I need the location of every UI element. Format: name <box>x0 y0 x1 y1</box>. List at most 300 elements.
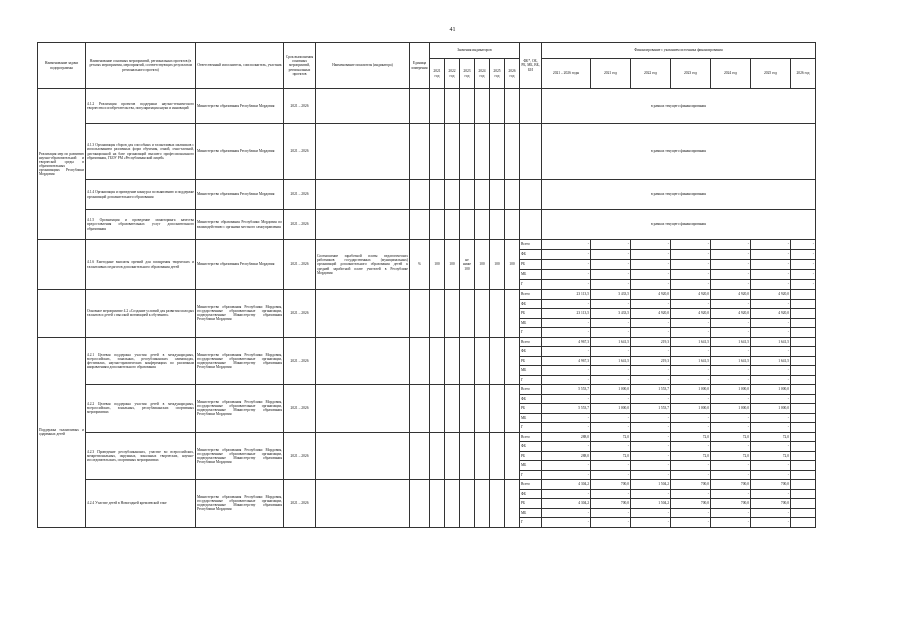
fin-value <box>791 499 816 509</box>
responsible-cell: Министерство образования Республики Мордовия, государственные образовательные организации, подведомственные Министерству образования Республики Мордовия <box>196 432 284 480</box>
fin-value: - <box>591 318 631 328</box>
fin-value: 1 000,0 <box>671 385 711 395</box>
indicator-cell: Соотношение заработной платы педагогических работников государственных (муниципальных) организаций дополнительного образования детей к средней заработной плате учителей в Республике Мордовия <box>316 240 410 290</box>
fin-value: - <box>542 328 591 338</box>
header-year: 2025 год <box>490 59 505 89</box>
fin-value: 1 000,0 <box>711 404 751 414</box>
fin-value: - <box>791 240 816 250</box>
fin-value: - <box>591 461 631 471</box>
fin-value: 4 920,0 <box>751 309 791 319</box>
task-empty-cell <box>38 290 86 338</box>
header-financing: Финансирование с указанием источника финансирования <box>542 43 816 59</box>
fin-value: - <box>751 375 791 385</box>
table-row <box>38 480 816 490</box>
fin-value <box>791 290 816 300</box>
fin-value: 1 000,0 <box>591 385 631 395</box>
responsible-cell: Министерство образования Республики Мордовия, государственные образовательные организации, подведомственные Министерству образования Республики Мордовия <box>196 290 284 338</box>
responsible-cell: Министерство образования Республики Мордовия <box>196 89 284 124</box>
fin-value: - <box>631 508 671 518</box>
target-value: 100 <box>490 240 505 290</box>
target-value: 100 <box>505 240 520 290</box>
fin-value: - <box>711 366 751 376</box>
fin-value: - <box>631 442 671 452</box>
header-year: 2024 год <box>475 59 490 89</box>
fin-value: - <box>542 394 591 404</box>
fin-value: - <box>751 423 791 433</box>
fin-value: - <box>711 318 751 328</box>
fin-value: 700,0 <box>591 480 631 490</box>
header-year: 2026 год <box>505 59 520 89</box>
fin-value <box>791 404 816 414</box>
fin-value <box>791 470 816 480</box>
fin-value: - <box>671 260 711 270</box>
header-fin-year: 2021 – 2026 годы <box>542 59 591 89</box>
fin-value <box>791 480 816 490</box>
fin-value: - <box>542 470 591 480</box>
budget-code: Г <box>520 423 542 433</box>
fin-value: - <box>711 299 751 309</box>
fin-value: - <box>591 347 631 357</box>
header-year: 2021 год <box>430 59 445 89</box>
fin-value <box>791 518 816 528</box>
budget-code: РБ <box>520 260 542 270</box>
fin-value: - <box>751 260 791 270</box>
responsible-cell: Министерство образования Республики Мордовия, государственные образовательные организации, подведомственные Министерству образования Республики Мордовия <box>196 337 284 385</box>
fin-value: 700,0 <box>751 480 791 490</box>
fin-value: - <box>671 442 711 452</box>
period-cell: 2021 – 2026 <box>284 89 316 124</box>
fin-value: - <box>591 375 631 385</box>
budget-code: Всего <box>520 385 542 395</box>
period-cell: 2021 – 2026 <box>284 240 316 290</box>
table-row <box>38 210 816 240</box>
fin-value: 72,0 <box>591 451 631 461</box>
fin-value: - <box>591 413 631 423</box>
fin-value: 1 641,5 <box>751 337 791 347</box>
budget-code: РБ <box>520 356 542 366</box>
header-budget-codes: ФБ*, ОБ, РБ, МБ, ВБ, БИ <box>520 43 542 89</box>
fin-value <box>791 318 816 328</box>
fin-value: - <box>542 423 591 433</box>
header-tasks: Наименование задачи подпрограммы <box>38 43 86 89</box>
budget-code: МБ <box>520 508 542 518</box>
budget-code: ФБ <box>520 394 542 404</box>
fin-value: - <box>591 442 631 452</box>
fin-value: 4 967,3 <box>542 356 591 366</box>
task-empty-cell <box>38 240 86 290</box>
budget-code: ФБ <box>520 489 542 499</box>
responsible-cell: Министерство образования Республики Мордовия <box>196 180 284 210</box>
fin-value: - <box>711 250 751 260</box>
financing-note: в рамках текущего финансирования <box>542 180 816 210</box>
table-row <box>38 89 816 124</box>
target-value: не ниже 100 <box>460 240 475 290</box>
fin-value <box>791 309 816 319</box>
fin-value: - <box>671 240 711 250</box>
header-events: Наименование основных мероприятий, региональных проектов (в деталях мероприятия, мероприятий, соответствующих результатам регионального проекта) <box>86 43 196 89</box>
fin-value <box>791 299 816 309</box>
fin-value <box>791 337 816 347</box>
fin-value: - <box>671 250 711 260</box>
fin-value: - <box>671 394 711 404</box>
fin-value: 1 553,7 <box>631 404 671 414</box>
fin-value: - <box>591 366 631 376</box>
fin-value: - <box>591 250 631 260</box>
fin-value: - <box>711 470 751 480</box>
fin-value: - <box>591 394 631 404</box>
budget-code: Всего <box>520 432 542 442</box>
budget-code: МБ <box>520 270 542 280</box>
task-label: Реализация мер по развитию научно-образовательной и творческой среды в образовательных организациях Республики Мордовия <box>38 89 86 240</box>
event-cell: Основное мероприятие 4.2 «Создание условий для развития молодых талантов и детей с высокой мотивацией к обучению» <box>86 290 196 338</box>
fin-value: - <box>542 461 591 471</box>
fin-value: 700,0 <box>711 499 751 509</box>
fin-value: - <box>591 470 631 480</box>
fin-value: - <box>751 470 791 480</box>
period-cell: 2021 – 2026 <box>284 337 316 385</box>
table-body <box>38 43 816 528</box>
fin-value: 700,0 <box>591 499 631 509</box>
fin-value <box>791 423 816 433</box>
fin-value: - <box>751 280 791 290</box>
budget-code: Г <box>520 280 542 290</box>
target-value: 100 <box>430 240 445 290</box>
fin-value: - <box>591 423 631 433</box>
target-value: 100 <box>475 240 490 290</box>
fin-value: - <box>631 518 671 528</box>
budget-code: РБ <box>520 309 542 319</box>
fin-value: - <box>711 394 751 404</box>
fin-value: - <box>542 508 591 518</box>
table-row <box>38 385 816 395</box>
fin-value: - <box>711 442 751 452</box>
fin-value <box>791 366 816 376</box>
header-fin-year: 2022 год <box>631 59 671 89</box>
period-cell: 2021 – 2026 <box>284 210 316 240</box>
budget-code: Г <box>520 328 542 338</box>
budget-code: РБ <box>520 404 542 414</box>
budget-code: РБ <box>520 499 542 509</box>
event-cell: 4.1.2 Реализация проектов поддержки научно-технического творчества и изобретательства, популяризация науки и инноваций <box>86 89 196 124</box>
fin-value: - <box>751 299 791 309</box>
fin-value: 219,3 <box>631 356 671 366</box>
fin-value: - <box>671 508 711 518</box>
fin-value: 3 433,5 <box>591 309 631 319</box>
fin-value: 4 920,0 <box>711 290 751 300</box>
budget-code: Г <box>520 470 542 480</box>
fin-value: 1 000,0 <box>751 385 791 395</box>
header-year: 2023 год <box>460 59 475 89</box>
header-target-values: Значения индикаторов <box>430 43 520 59</box>
target-value: 100 <box>445 240 460 290</box>
header-unit: Единица измерения <box>410 43 430 89</box>
header-fin-year: 2023 год <box>671 59 711 89</box>
period-cell: 2021 – 2026 <box>284 432 316 480</box>
responsible-cell: Министерство образования Республики Мордовия, государственные образовательные организации, подведомственные Министерству образования Республики Мордовия <box>196 385 284 433</box>
fin-value: 72,0 <box>711 432 751 442</box>
fin-value: - <box>751 318 791 328</box>
fin-value: - <box>671 489 711 499</box>
fin-value: 1 504,2 <box>631 480 671 490</box>
fin-value: - <box>671 366 711 376</box>
header-fin-year: 2025 год <box>751 59 791 89</box>
fin-value: - <box>631 375 671 385</box>
table-row <box>38 180 816 210</box>
event-cell: 4.1.5 Организация и проведение мониторинга качества предоставления образовательных услуг дополнительного образования <box>86 210 196 240</box>
fin-value: - <box>542 489 591 499</box>
fin-value: 4 920,0 <box>751 290 791 300</box>
fin-value: - <box>671 470 711 480</box>
fin-value <box>791 442 816 452</box>
fin-value: - <box>631 280 671 290</box>
budget-code: МБ <box>520 366 542 376</box>
fin-value: - <box>542 442 591 452</box>
fin-value: - <box>631 328 671 338</box>
header-year: 2022 год <box>445 59 460 89</box>
header-fin-year: 2021 год <box>591 59 631 89</box>
fin-value: 3 433,5 <box>591 290 631 300</box>
fin-value: - <box>711 240 751 250</box>
fin-value: - <box>591 260 631 270</box>
fin-value: - <box>671 423 711 433</box>
financing-note: в рамках текущего финансирования <box>542 210 816 240</box>
fin-value: 72,0 <box>591 432 631 442</box>
budget-code: МБ <box>520 318 542 328</box>
fin-value: - <box>791 270 816 280</box>
fin-value: - <box>591 240 631 250</box>
fin-value: 4 304,2 <box>542 480 591 490</box>
header-indicator: Наименование показателя (индикатора) <box>316 43 410 89</box>
fin-value: - <box>542 240 591 250</box>
event-cell: 4.1.3 Организация сборов для способных и талантливых мальчиков с использованием различных форм обучения, очной, очно-заочной, дистанционной на базе организаций высшего профессионального образования, ГБОУ РМ «Республиканский лицей» <box>86 124 196 180</box>
budget-code: ФБ <box>520 250 542 260</box>
fin-value: - <box>542 250 591 260</box>
fin-value: 288,0 <box>542 451 591 461</box>
fin-value: - <box>751 270 791 280</box>
fin-value <box>791 385 816 395</box>
fin-value: 1 000,0 <box>711 385 751 395</box>
financing-note: в рамках текущего финансирования <box>542 89 816 124</box>
fin-value <box>791 356 816 366</box>
budget-code: РБ <box>520 451 542 461</box>
fin-value: 4 920,0 <box>671 290 711 300</box>
fin-value <box>791 461 816 471</box>
fin-value: 1 553,7 <box>631 385 671 395</box>
fin-value: - <box>791 250 816 260</box>
fin-value: - <box>631 270 671 280</box>
fin-value: 1 641,5 <box>591 337 631 347</box>
budget-code: Всего <box>520 240 542 250</box>
fin-value: - <box>671 518 711 528</box>
budget-code: Всего <box>520 480 542 490</box>
fin-value: 1 641,5 <box>671 356 711 366</box>
event-cell: 4.2.1 Целевая поддержка участия детей в международных, всероссийских, зональных, республиканских олимпиадах, фестивалях, научно-практических конференциях по различным направлениям дополнительного образования <box>86 337 196 385</box>
budget-code: ФБ <box>520 347 542 357</box>
fin-value: 1 641,5 <box>751 356 791 366</box>
fin-value: - <box>631 250 671 260</box>
fin-value: 700,0 <box>751 499 791 509</box>
period-cell: 2021 – 2026 <box>284 124 316 180</box>
table-row <box>38 240 816 250</box>
fin-value: - <box>591 489 631 499</box>
fin-value: - <box>751 413 791 423</box>
fin-value <box>791 451 816 461</box>
fin-value: 4 920,0 <box>671 309 711 319</box>
fin-value: - <box>542 318 591 328</box>
budget-code: МБ <box>520 461 542 471</box>
fin-value: - <box>631 423 671 433</box>
fin-value: - <box>751 518 791 528</box>
budget-code: Всего <box>520 337 542 347</box>
header-row <box>38 43 816 59</box>
fin-value: 72,0 <box>671 432 711 442</box>
event-cell: 4.1.6 Ежегодные выплаты премий для поощрения творческих и талантливых педагогов дополнительного образования детей <box>86 240 196 290</box>
fin-value: - <box>591 508 631 518</box>
fin-value: - <box>631 318 671 328</box>
fin-value: - <box>671 347 711 357</box>
fin-value: 5 553,7 <box>542 404 591 414</box>
fin-value: 288,0 <box>542 432 591 442</box>
fin-value: - <box>631 394 671 404</box>
header-fin-year: 2026 год <box>791 59 816 89</box>
fin-value: - <box>671 328 711 338</box>
fin-value: 72,0 <box>711 451 751 461</box>
fin-value: - <box>711 423 751 433</box>
fin-value: 1 000,0 <box>751 404 791 414</box>
fin-value: 1 641,5 <box>591 356 631 366</box>
fin-value: 4 304,2 <box>542 499 591 509</box>
fin-value: - <box>631 366 671 376</box>
fin-value: - <box>591 328 631 338</box>
fin-value: - <box>671 318 711 328</box>
fin-value: 700,0 <box>671 480 711 490</box>
fin-value: - <box>751 489 791 499</box>
responsible-cell: Министерство образования Республики Мордовия <box>196 240 284 290</box>
fin-value: 4 920,0 <box>631 290 671 300</box>
fin-value <box>791 508 816 518</box>
task-label: Поддержка талантливых и одаренных детей <box>38 337 86 527</box>
fin-value: - <box>542 518 591 528</box>
budget-code: Г <box>520 375 542 385</box>
period-cell: 2021 – 2026 <box>284 290 316 338</box>
fin-value: - <box>711 413 751 423</box>
fin-value: 1 000,0 <box>671 404 711 414</box>
fin-value: 1 641,5 <box>711 337 751 347</box>
fin-value: 4 920,0 <box>631 309 671 319</box>
fin-value: - <box>791 280 816 290</box>
event-cell: 4.2.2 Целевая поддержка участия детей в международных, всероссийских, зональных, республиканских спортивных мероприятиях <box>86 385 196 433</box>
fin-value: - <box>711 328 751 338</box>
fin-value <box>791 413 816 423</box>
fin-value: - <box>631 489 671 499</box>
financing-note: в рамках текущего финансирования <box>542 124 816 180</box>
header-responsible: Ответственный исполнитель, соисполнитель, участник <box>196 43 284 89</box>
fin-value: - <box>542 366 591 376</box>
fin-value: - <box>631 260 671 270</box>
fin-value: - <box>591 299 631 309</box>
fin-value: - <box>751 347 791 357</box>
fin-value: - <box>751 442 791 452</box>
fin-value: 1 641,5 <box>671 337 711 347</box>
fin-value: - <box>751 328 791 338</box>
budget-code: ФБ <box>520 442 542 452</box>
fin-value: - <box>542 299 591 309</box>
fin-value: - <box>791 260 816 270</box>
fin-value: - <box>671 280 711 290</box>
fin-value: 700,0 <box>711 480 751 490</box>
fin-value: - <box>542 375 591 385</box>
fin-value: - <box>591 280 631 290</box>
table-row <box>38 290 816 300</box>
fin-value: - <box>711 518 751 528</box>
fin-value: - <box>711 375 751 385</box>
fin-value: - <box>671 461 711 471</box>
program-table <box>37 42 816 528</box>
event-cell: 4.2.3 Проведение республиканских, участие во всероссийских, межрегиональных, окружных, зональных творческих, научно-исследовательских, спортивных мероприятиях <box>86 432 196 480</box>
fin-value: - <box>711 489 751 499</box>
fin-value: 1 000,0 <box>591 404 631 414</box>
fin-value: - <box>711 461 751 471</box>
fin-value: 72,0 <box>671 451 711 461</box>
fin-value <box>791 489 816 499</box>
responsible-cell: Министерство образования Республики Мордовия, государственные образовательные организации, подведомственные Министерству образования Республики Мордовия <box>196 480 284 528</box>
fin-value: - <box>671 413 711 423</box>
fin-value <box>791 394 816 404</box>
responsible-cell: Министерство образования Республики Мордовия по взаимодействию с органами местного самоуправления <box>196 210 284 240</box>
fin-value: 219,3 <box>631 337 671 347</box>
fin-value: - <box>631 461 671 471</box>
fin-value: 72,0 <box>751 432 791 442</box>
fin-value: 23 113,5 <box>542 290 591 300</box>
fin-value: - <box>711 347 751 357</box>
fin-value: - <box>711 280 751 290</box>
fin-value: - <box>542 270 591 280</box>
period-cell: 2021 – 2026 <box>284 480 316 528</box>
fin-value: - <box>631 451 671 461</box>
fin-value: - <box>711 260 751 270</box>
period-cell: 2021 – 2026 <box>284 385 316 433</box>
table-row <box>38 337 816 347</box>
fin-value: - <box>751 366 791 376</box>
fin-value: - <box>631 432 671 442</box>
fin-value: - <box>751 394 791 404</box>
budget-code: Г <box>520 518 542 528</box>
event-cell: 4.2.4 Участие детей в Новогодней кремлевской елке <box>86 480 196 528</box>
event-cell: 4.1.4 Организация и проведение конкурса по выявлению и поддержке организаций дополнительного образования <box>86 180 196 210</box>
fin-value: - <box>591 518 631 528</box>
fin-value: - <box>711 508 751 518</box>
budget-code: МБ <box>520 413 542 423</box>
table-row <box>38 124 816 180</box>
header-period: Срок выполнения основных мероприятий, региональных проектов <box>284 43 316 89</box>
fin-value: - <box>751 461 791 471</box>
fin-value: - <box>751 250 791 260</box>
page-number: 41 <box>449 27 456 33</box>
fin-value: - <box>711 270 751 280</box>
header-fin-year: 2024 год <box>711 59 751 89</box>
fin-value: - <box>631 299 671 309</box>
fin-value: - <box>591 270 631 280</box>
fin-value: - <box>671 270 711 280</box>
fin-value <box>791 375 816 385</box>
fin-value: - <box>631 470 671 480</box>
fin-value <box>791 432 816 442</box>
fin-value: - <box>631 413 671 423</box>
fin-value: - <box>671 375 711 385</box>
fin-value: 23 113,5 <box>542 309 591 319</box>
fin-value: 700,0 <box>671 499 711 509</box>
fin-value: - <box>751 508 791 518</box>
